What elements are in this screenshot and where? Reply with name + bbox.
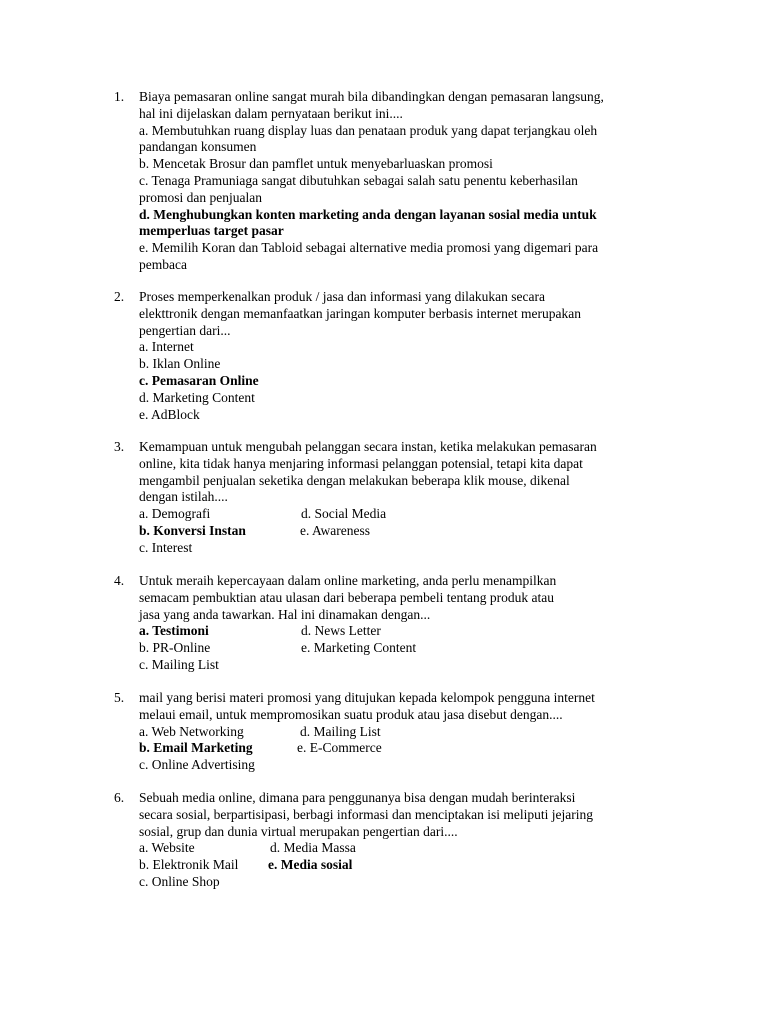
option-c: c. Online Shop bbox=[139, 873, 220, 889]
question-text-line: Biaya pemasaran online sangat murah bila dibandingkan dengan pemasaran langsung, bbox=[139, 89, 604, 104]
question-body bbox=[139, 790, 699, 891]
question-text-line: semacam pembuktian atau ulasan dari beberapa pembeli tentang produk atau bbox=[139, 589, 554, 605]
option-b: b. Iklan Online bbox=[139, 356, 221, 372]
option-b-answer: b. Konversi Instan bbox=[139, 522, 246, 538]
question-number: 2. bbox=[114, 289, 125, 304]
option-a: a. Membutuhkan ruang display luas dan penataan produk yang dapat terjangkau oleh bbox=[139, 122, 598, 138]
option-e-answer: e. Media sosial bbox=[268, 857, 353, 873]
option-e: e. Marketing Content bbox=[301, 640, 417, 656]
option-row bbox=[139, 523, 699, 540]
option-b: b. Elektronik Mail bbox=[139, 857, 239, 873]
option-d: d. Mailing List bbox=[300, 723, 381, 739]
question-number: 5. bbox=[114, 690, 125, 705]
option-e: e. Memilih Koran dan Tabloid sebagai alternative media promosi yang digemari para bbox=[139, 240, 599, 256]
option-c-answer: c. Pemasaran Online bbox=[139, 372, 259, 388]
option-d: d. Marketing Content bbox=[139, 389, 255, 405]
option-row bbox=[139, 740, 699, 757]
question-body bbox=[139, 573, 699, 674]
option-b: b. PR-Online bbox=[139, 640, 211, 656]
option-e: e. AdBlock bbox=[139, 406, 200, 422]
option-b-answer: b. Email Marketing bbox=[139, 740, 253, 756]
question-body bbox=[139, 690, 699, 774]
question-text-line: Proses memperkenalkan produk / jasa dan informasi yang dilakukan secara bbox=[139, 289, 545, 304]
option-e-continued: pembaca bbox=[139, 256, 187, 272]
question-text-line: Kemampuan untuk mengubah pelanggan secara instan, ketika melakukan pemasaran bbox=[139, 439, 597, 454]
option-row bbox=[139, 724, 699, 741]
option-c-continued: promosi dan penjualan bbox=[139, 189, 262, 205]
question-text-line: mengambil penjualan seketika dengan melakukan beberapa klik mouse, dikenal bbox=[139, 472, 570, 488]
option-a: a. Website bbox=[139, 840, 195, 856]
option-c: c. Tenaga Pramuniaga sangat dibutuhkan sebagai salah satu penentu keberhasilan bbox=[139, 172, 578, 188]
option-row bbox=[139, 506, 699, 523]
question-body bbox=[139, 89, 699, 274]
option-d: d. Social Media bbox=[301, 506, 387, 522]
option-a: a. Web Networking bbox=[139, 723, 244, 739]
option-d-answer-continued: memperluas target pasar bbox=[139, 223, 284, 239]
option-row bbox=[139, 623, 699, 640]
option-c: c. Online Advertising bbox=[139, 757, 255, 773]
option-b: b. Mencetak Brosur dan pamflet untuk menyebarluaskan promosi bbox=[139, 156, 493, 172]
question-text-line: Sebuah media online, dimana para penggunanya bisa dengan mudah berinteraksi bbox=[139, 790, 576, 805]
question-text-line: melaui email, untuk mempromosikan suatu produk atau jasa disebut dengan.... bbox=[139, 706, 563, 722]
option-e: e. Awareness bbox=[300, 522, 370, 538]
option-e: e. E-Commerce bbox=[297, 740, 382, 756]
question-text-line: dengan istilah.... bbox=[139, 489, 228, 505]
option-a-continued: pandangan konsumen bbox=[139, 139, 257, 155]
option-a: a. Demografi bbox=[139, 506, 211, 522]
question-text-line: elekttronik dengan memanfaatkan jaringan komputer berbasis internet merupakan bbox=[139, 305, 581, 321]
question-number: 1. bbox=[114, 89, 125, 104]
question-text-line: pengertian dari... bbox=[139, 322, 231, 338]
option-row bbox=[139, 857, 699, 874]
question-text-line: secara sosial, berpartisipasi, berbagi informasi dan menciptakan isi meliputi jejaring bbox=[139, 806, 593, 822]
question-number: 4. bbox=[114, 573, 125, 588]
question-text-line: mail yang berisi materi promosi yang ditujukan kepada kelompok pengguna internet bbox=[139, 690, 595, 705]
question-number: 6. bbox=[114, 790, 125, 805]
question-text-line: Untuk meraih kepercayaan dalam online marketing, anda perlu menampilkan bbox=[139, 573, 557, 588]
question-number: 3. bbox=[114, 439, 125, 454]
question-text-line: sosial, grup dan dunia virtual merupakan pengertian dari.... bbox=[139, 823, 458, 839]
option-c: c. Mailing List bbox=[139, 656, 219, 672]
option-row bbox=[139, 840, 699, 857]
question-body bbox=[139, 289, 699, 423]
option-c: c. Interest bbox=[139, 539, 193, 555]
option-d-answer: d. Menghubungkan konten marketing anda dengan layanan sosial media untuk bbox=[139, 206, 597, 222]
question-text-line: hal ini dijelaskan dalam pernyataan berikut ini.... bbox=[139, 105, 403, 121]
option-a-answer: a. Testimoni bbox=[139, 623, 209, 639]
question-text-line: online, kita tidak hanya menjaring informasi pelanggan potensial, tetapi kita dapat bbox=[139, 455, 583, 471]
option-d: d. News Letter bbox=[301, 623, 381, 639]
option-d: d. Media Massa bbox=[270, 840, 356, 856]
question-body bbox=[139, 439, 699, 557]
question-text-line: jasa yang anda tawarkan. Hal ini dinamakan dengan... bbox=[139, 606, 431, 622]
option-a: a. Internet bbox=[139, 339, 194, 355]
option-row bbox=[139, 640, 699, 657]
